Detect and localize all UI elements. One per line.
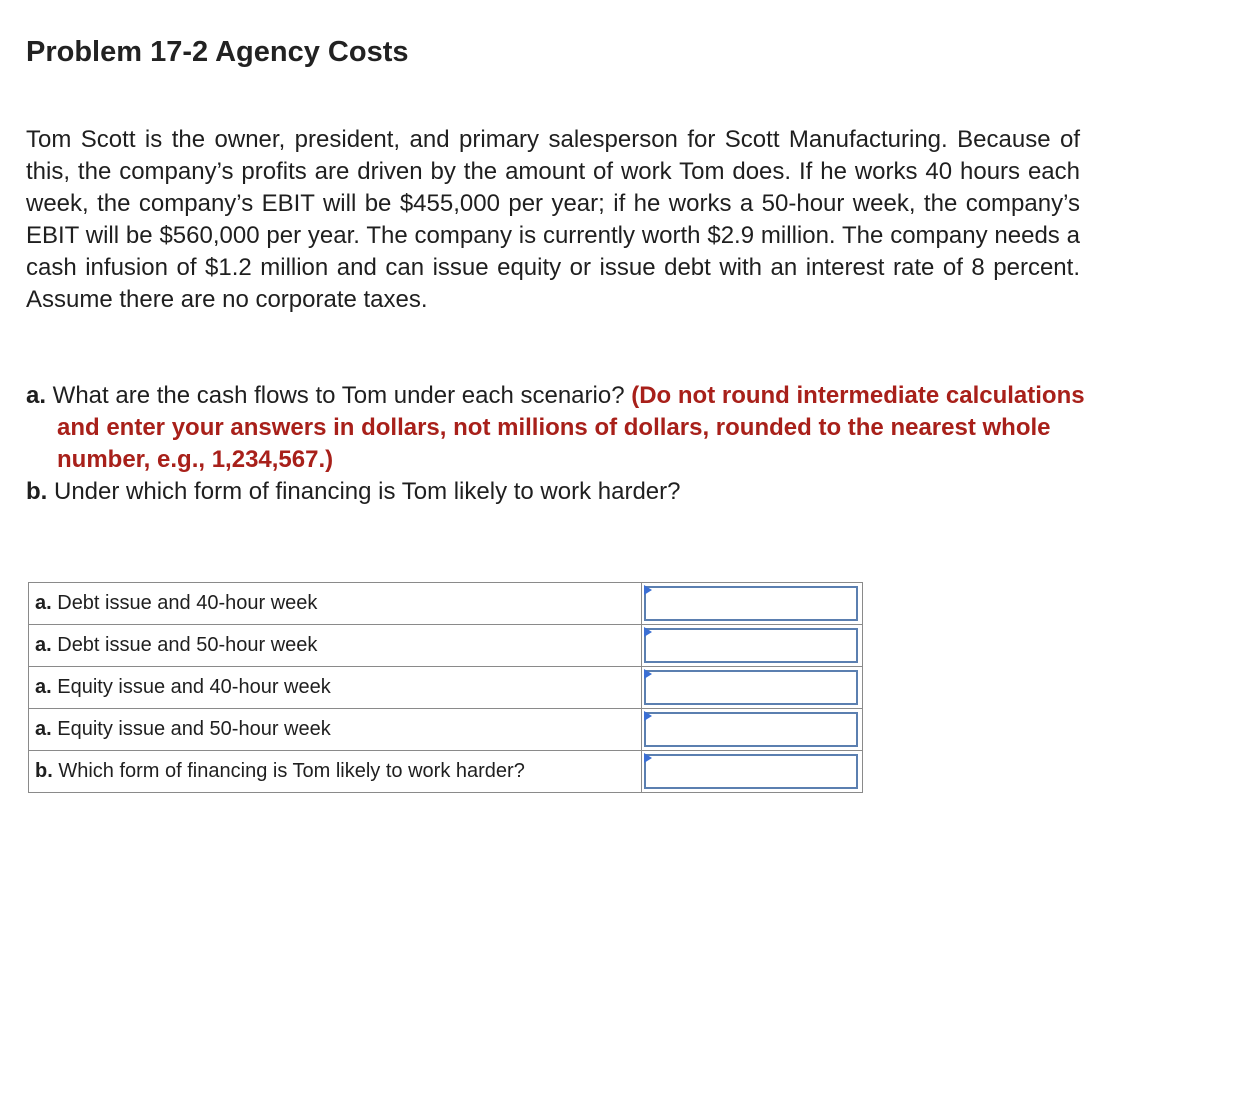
row-label bbox=[29, 667, 642, 709]
answer-table bbox=[28, 582, 863, 793]
table-row bbox=[29, 583, 863, 625]
row-letter: a. bbox=[35, 634, 52, 656]
financing-form-answer-input[interactable] bbox=[644, 754, 858, 789]
table-row bbox=[29, 751, 863, 793]
row-letter: a. bbox=[35, 718, 52, 740]
row-label-text: Which form of financing is Tom likely to work harder? bbox=[52, 760, 525, 782]
question-b bbox=[26, 476, 1086, 508]
table-row bbox=[29, 625, 863, 667]
row-label-text: Equity issue and 50-hour week bbox=[51, 718, 331, 740]
question-list bbox=[26, 380, 1086, 508]
answer-cell bbox=[642, 625, 863, 667]
question-a-letter: a. bbox=[26, 382, 47, 409]
question-a bbox=[26, 380, 1086, 476]
row-label-text: Equity issue and 40-hour week bbox=[51, 676, 331, 698]
debt-50-hour-answer-input[interactable] bbox=[644, 628, 858, 663]
answer-cell bbox=[642, 583, 863, 625]
problem-statement: Tom Scott is the owner, president, and primary salesperson for Scott Manufacturing. Because of this, the company’s profits are driven by the amount of work Tom does. If he works 40 hours each week, the company’s EBIT will be $455,000 per year; if he works a 50-hour week, the company’s EBIT will be $560,000 per year. The company is currently worth $2.9 million. The company needs a cash infusion of $1.2 million and can issue equity or issue debt with an interest rate of 8 percent. Assume there are no corporate taxes. bbox=[26, 126, 1080, 313]
required-flag-icon bbox=[644, 669, 652, 679]
required-flag-icon bbox=[644, 711, 652, 721]
row-label-text: Debt issue and 50-hour week bbox=[51, 634, 318, 656]
required-flag-icon bbox=[644, 627, 652, 637]
question-a-text: What are the cash flows to Tom under each scenario? bbox=[46, 382, 632, 409]
row-label bbox=[29, 751, 642, 793]
question-b-letter: b. bbox=[26, 478, 48, 505]
question-b-text: Under which form of financing is Tom likely to work harder? bbox=[47, 478, 681, 505]
row-letter: b. bbox=[35, 760, 53, 782]
row-label bbox=[29, 583, 642, 625]
page-title: Problem 17-2 Agency Costs bbox=[26, 36, 409, 68]
equity-40-hour-answer-input[interactable] bbox=[644, 670, 858, 705]
required-flag-icon bbox=[644, 585, 652, 595]
row-label-text: Debt issue and 40-hour week bbox=[51, 592, 318, 614]
answer-cell bbox=[642, 751, 863, 793]
row-label bbox=[29, 625, 642, 667]
table-row bbox=[29, 709, 863, 751]
answer-cell bbox=[642, 709, 863, 751]
debt-40-hour-answer-input[interactable] bbox=[644, 586, 858, 621]
answer-cell bbox=[642, 667, 863, 709]
row-letter: a. bbox=[35, 676, 52, 698]
row-label bbox=[29, 709, 642, 751]
row-letter: a. bbox=[35, 592, 52, 614]
question-a-instruction: (Do not round intermediate calculations and enter your answers in dollars, not millions of dollars, rounded to the nearest whole number, e.g., 1,234,567.) bbox=[57, 382, 1085, 473]
equity-50-hour-answer-input[interactable] bbox=[644, 712, 858, 747]
required-flag-icon bbox=[644, 753, 652, 763]
table-row bbox=[29, 667, 863, 709]
